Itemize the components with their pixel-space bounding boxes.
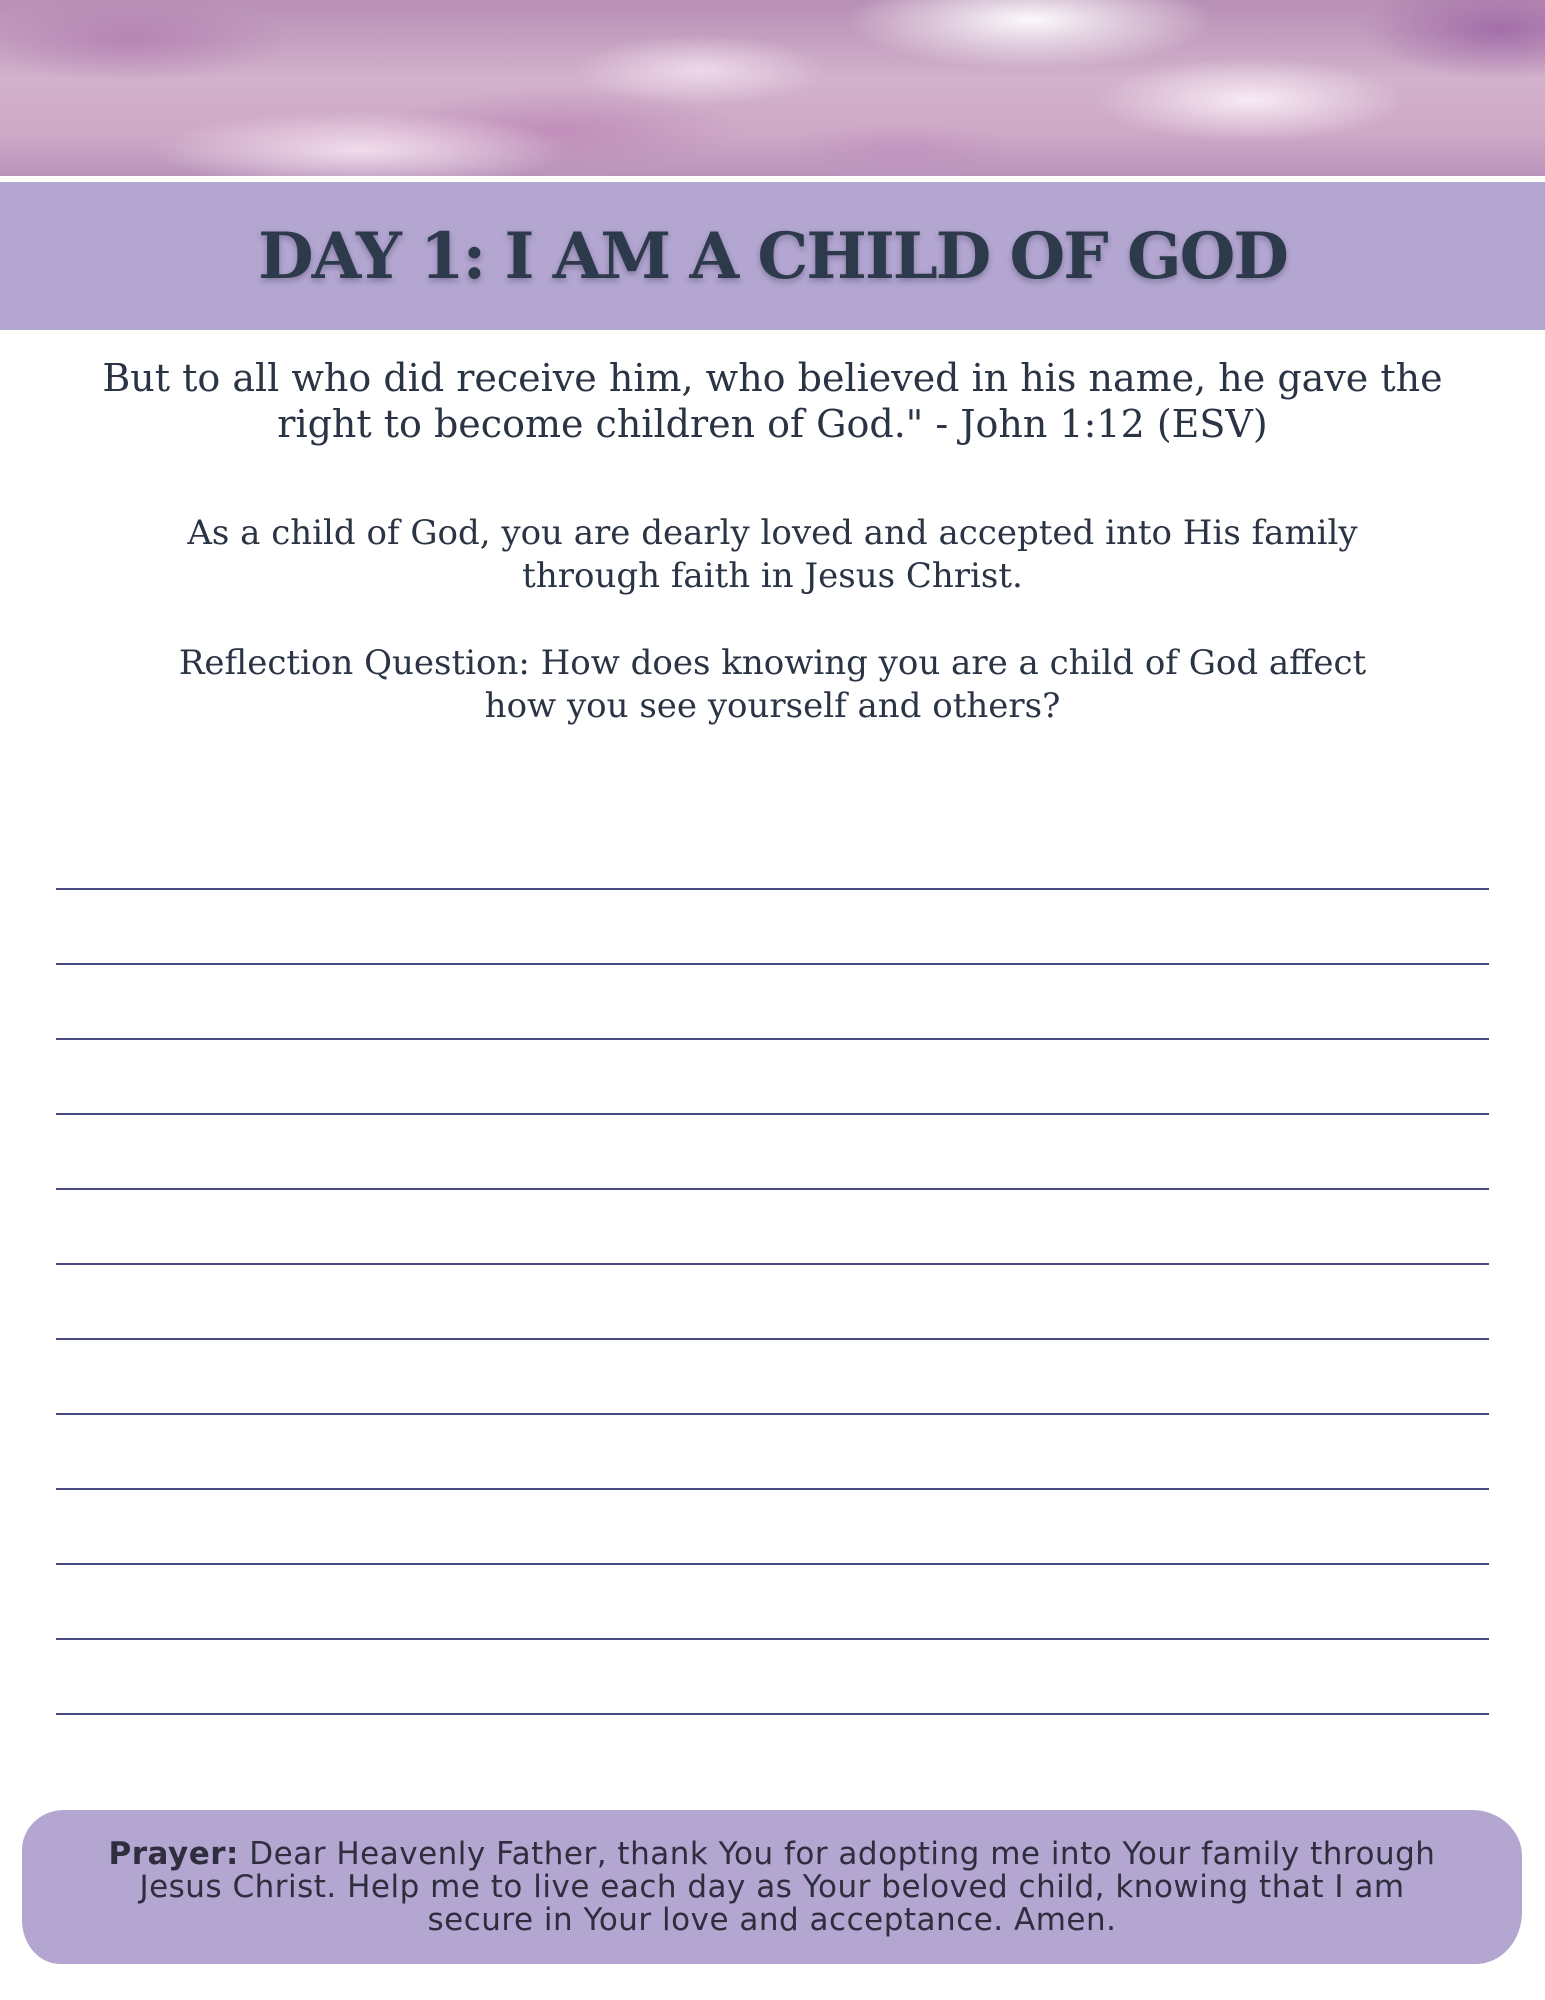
writing-line[interactable] <box>56 1113 1489 1115</box>
writing-line[interactable] <box>56 1188 1489 1190</box>
statement-line-2: through faith in Jesus Christ. <box>522 556 1023 596</box>
writing-line[interactable] <box>56 1038 1489 1040</box>
verse-line-2: right to become children of God." - John 1:12 (ESV) <box>277 402 1268 446</box>
devotional-statement <box>120 512 1425 598</box>
prayer-line-1: Dear Heavenly Father, thank You for adopting me into Your family through <box>238 1835 1436 1872</box>
prayer-line-2: Jesus Christ. Help me to live each day as Your beloved child, knowing that I am <box>139 1868 1405 1905</box>
page-title: DAY 1: I AM A CHILD OF GOD <box>258 218 1287 294</box>
writing-line[interactable] <box>56 1638 1489 1640</box>
sky-header-image <box>0 0 1545 176</box>
statement-line-1: As a child of God, you are dearly loved and accepted into His family <box>187 513 1358 553</box>
writing-line[interactable] <box>56 1713 1489 1715</box>
writing-line[interactable] <box>56 963 1489 965</box>
writing-line[interactable] <box>56 1338 1489 1340</box>
writing-line[interactable] <box>56 1413 1489 1415</box>
writing-line[interactable] <box>56 1263 1489 1265</box>
prayer-line-3: secure in Your love and acceptance. Amen. <box>427 1901 1117 1938</box>
writing-line[interactable] <box>56 1488 1489 1490</box>
scripture-verse <box>60 355 1485 447</box>
reflection-question <box>120 642 1425 728</box>
reflection-line-1: Reflection Question: How does knowing you are a child of God affect <box>178 643 1367 683</box>
reflection-line-2: how you see yourself and others? <box>484 686 1061 726</box>
writing-line[interactable] <box>56 1563 1489 1565</box>
prayer-text <box>52 1835 1492 1938</box>
writing-line[interactable] <box>56 888 1489 890</box>
prayer-label: Prayer: <box>108 1835 239 1872</box>
prayer-box <box>22 1810 1522 1964</box>
verse-line-1: But to all who did receive him, who believed in his name, he gave the <box>102 356 1443 400</box>
title-band <box>0 182 1545 330</box>
